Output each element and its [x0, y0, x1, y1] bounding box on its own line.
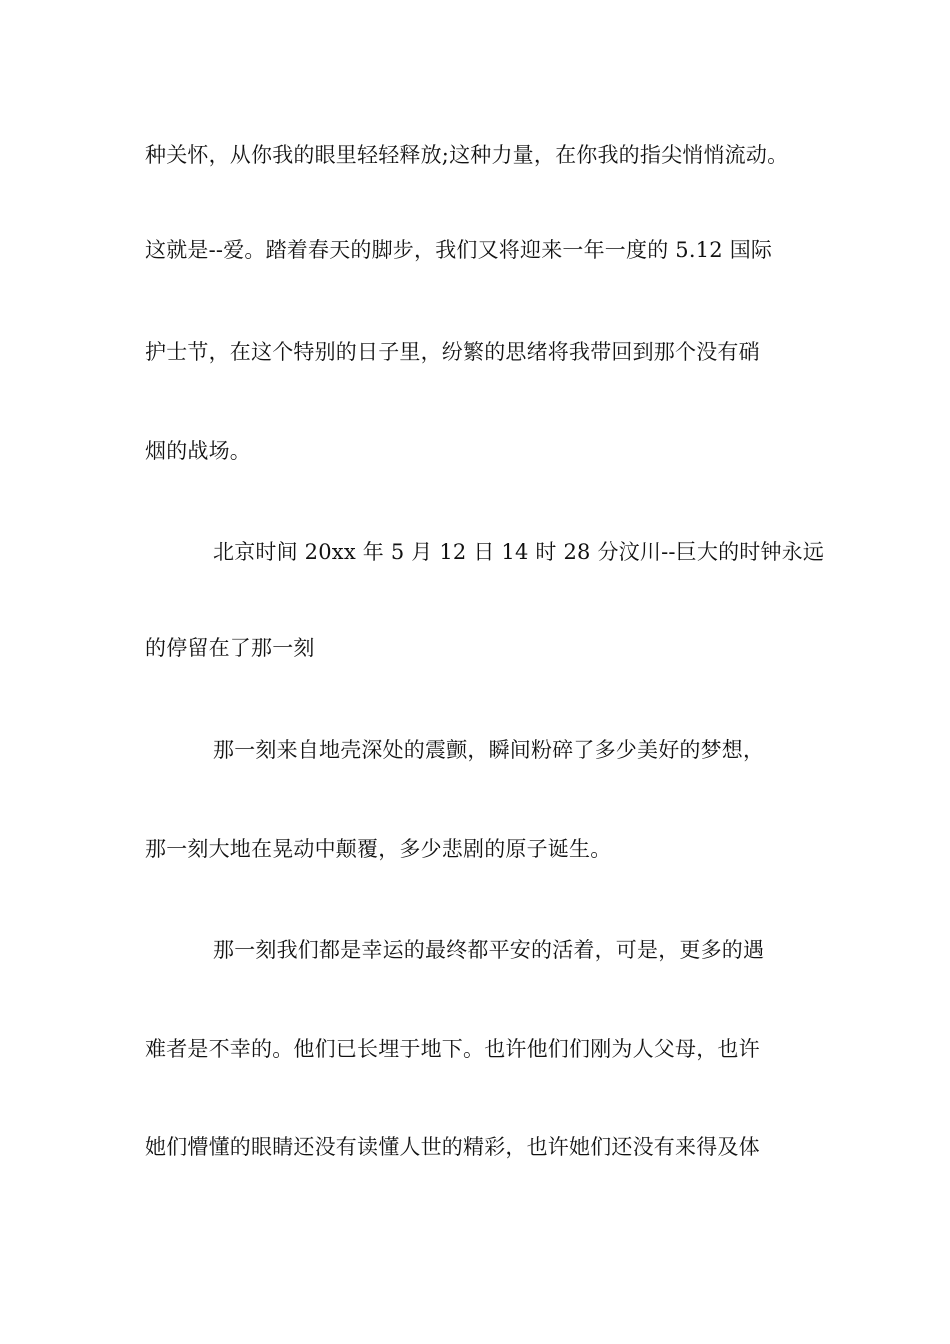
- paragraph-first-line: 北京时间 20xx 年 5 月 12 日 14 时 28 分汶川--巨大的时钟永远: [213, 540, 825, 564]
- text-line: 种关怀，从你我的眼里轻轻释放;这种力量，在你我的指尖悄悄流动。: [145, 143, 789, 167]
- text-line: 烟的战场。: [145, 439, 251, 463]
- paragraph-first-line: 那一刻我们都是幸运的最终都平安的活着，可是，更多的遇: [213, 938, 765, 962]
- text-line: 的停留在了那一刻: [145, 636, 315, 660]
- text-line: 难者是不幸的。他们已长埋于地下。也许他们们刚为人父母，也许: [145, 1037, 760, 1061]
- text-line: 护士节，在这个特别的日子里，纷繁的思绪将我带回到那个没有硝: [145, 340, 760, 364]
- paragraph-first-line: 那一刻来自地壳深处的震颤，瞬间粉碎了多少美好的梦想，: [213, 738, 765, 762]
- text-line: 这就是--爱。踏着春天的脚步，我们又将迎来一年一度的 5.12 国际: [145, 238, 773, 262]
- text-line: 她们懵懂的眼睛还没有读懂人世的精彩，也许她们还没有来得及体: [145, 1135, 760, 1159]
- text-line: 那一刻大地在晃动中颠覆，多少悲剧的原子诞生。: [145, 837, 612, 861]
